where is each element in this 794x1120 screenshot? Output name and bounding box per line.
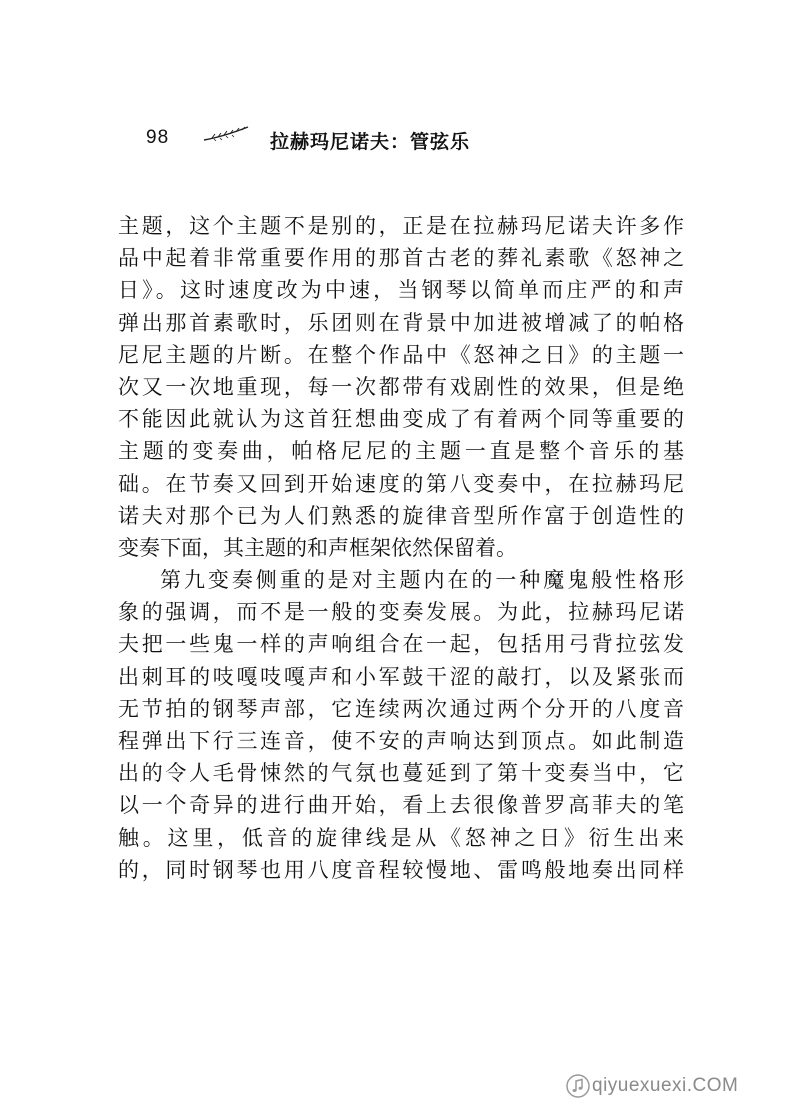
text-line: 夫把一些鬼一样的声响组合在一起，包括用弓背拉弦发 <box>118 632 684 657</box>
text-line: 第九变奏侧重的是对主题内在的一种魔鬼般性格形 <box>160 568 684 593</box>
feather-ornament-icon <box>202 125 250 143</box>
music-note-icon <box>566 1074 590 1098</box>
paragraph-1 <box>118 210 684 564</box>
text-line: 品中起着非常重要作用的那首古老的葬礼素歌《怒神之 <box>118 246 684 271</box>
paragraph-2 <box>118 564 684 886</box>
text-line: 程弹出下行三连音，使不安的声响达到顶点。如此制造 <box>118 729 684 753</box>
text-line: 次又一次地重现，每一次都带有戏剧性的效果，但是绝 <box>118 374 684 399</box>
text-line: 弹出那首素歌时，乐团则在背景中加进被增减了的帕格 <box>118 310 684 335</box>
site-watermark <box>566 1072 776 1102</box>
text-line: 出的令人毛骨悚然的气氛也蔓延到了第十变奏当中，它 <box>118 761 684 786</box>
text-line: 主题的变奏曲，帕格尼尼的主题一直是整个音乐的基 <box>118 439 684 464</box>
text-line: 出刺耳的吱嘎吱嘎声和小军鼓干涩的敲打，以及紧张而 <box>118 664 684 689</box>
body-text <box>118 210 684 886</box>
text-line: 尼尼主题的片断。在整个作品中《怒神之日》的主题一 <box>118 342 684 367</box>
text-line: 日》。这时速度改为中速，当钢琴以简单而庄严的和声 <box>118 278 684 303</box>
text-line: 不能因此就认为这首狂想曲变成了有着两个同等重要的 <box>118 407 684 432</box>
text-line: 无节拍的钢琴声部，它连续两次通过两个分开的八度音 <box>118 696 684 721</box>
text-line: 的，同时钢琴也用八度音程较慢地、雷鸣般地奏出同样 <box>118 857 684 882</box>
watermark-text: qiyuexuexi.COM <box>592 1075 739 1096</box>
text-line: 触。这里，低音的旋律线是从《怒神之日》衍生出来 <box>118 825 684 850</box>
page-number: 98 <box>146 127 170 148</box>
text-line: 诺夫对那个已为人们熟悉的旋律音型所作富于创造性的 <box>118 503 684 528</box>
text-line: 象的强调，而不是一般的变奏发展。为此，拉赫玛尼诺 <box>118 600 684 625</box>
text-line: 以一个奇异的进行曲开始，看上去很像普罗高菲夫的笔 <box>118 793 684 818</box>
text-line: 础。在节奏又回到开始速度的第八变奏中，在拉赫玛尼 <box>118 471 684 496</box>
running-title: 拉赫玛尼诺夫：管弦乐 <box>270 131 471 153</box>
text-line: 主题，这个主题不是别的，正是在拉赫玛尼诺夫许多作 <box>118 214 684 238</box>
text-line: 变奏下面，其主题的和声框架依然保留着。 <box>118 535 517 560</box>
